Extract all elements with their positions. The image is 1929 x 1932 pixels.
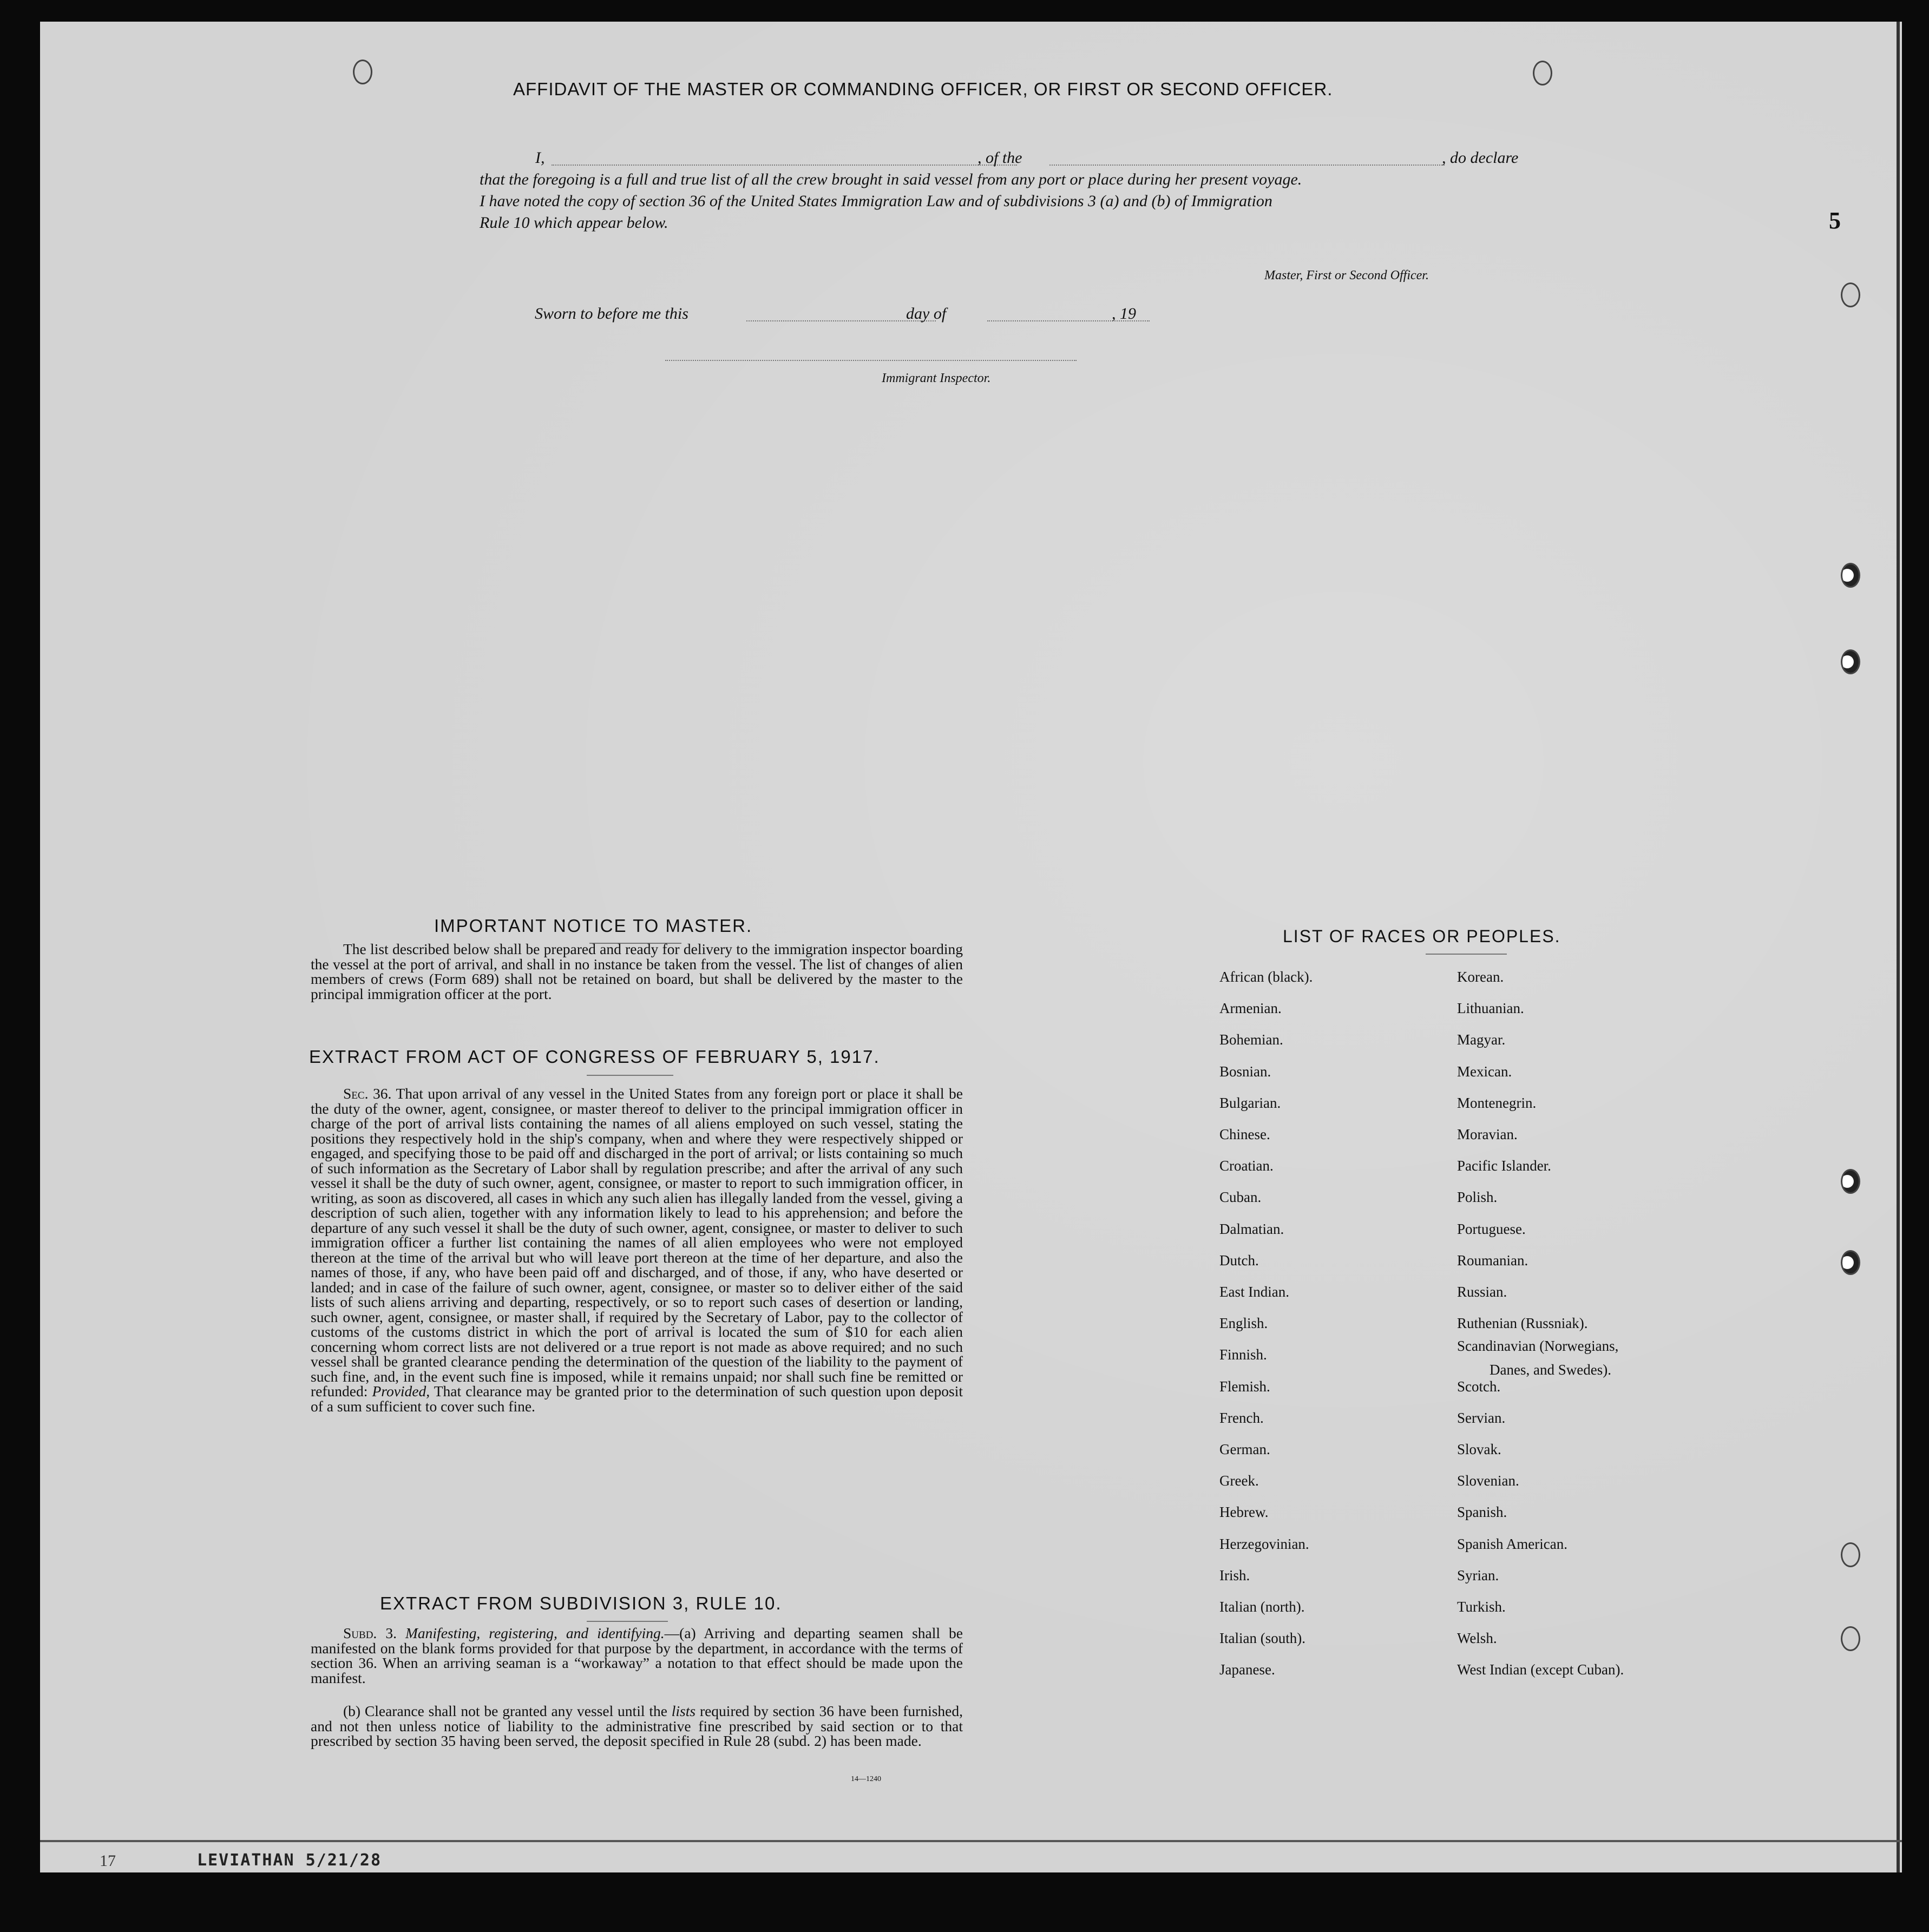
races-title-rule [1426, 954, 1507, 955]
punch-hole-top-left [353, 60, 372, 84]
punch-hole-right-4 [1841, 1169, 1860, 1194]
rule-title-rule [587, 1621, 668, 1622]
race-item: Scandinavian (Norwegians, [1457, 1338, 1619, 1355]
page-number: 5 [1829, 207, 1841, 234]
master-signature-label: Master, First or Second Officer. [1264, 268, 1429, 282]
race-item: Herzegovinian. [1219, 1535, 1309, 1552]
page-border-right [1897, 22, 1900, 1872]
inspector-label: Immigrant Inspector. [882, 371, 991, 385]
form-number: 14—1240 [851, 1775, 881, 1783]
race-item: African (black). [1219, 969, 1313, 985]
act-body-text: That upon arrival of any vessel in the United States from any foreign port or place it shall be the duty of the owner, agent, consignee, or master thereof to deliver to the principal immigration officer in charge of the port of arrival lists containing the names of all aliens employed on such vessel, stating the positions they respectively hold in the ship's company, when and where they were respectively shipped or engaged, and specifying those to be paid off and discharged in the port of arrival; or lists containing so much of such information as the Secretary of Labor shall by regulation prescribe; and after the arrival of any such vessel it shall be the duty of such owner, agent, consignee, or master to report to such immigration officer, in writing, as soon as discovered, all cases in which any such alien has illegally landed from the vessel, giving a description of such alien, together with any information likely to lead to his apprehension; and before the departure of any such vessel it shall be the duty of such owner, agent, consignee, or master to deliver to such immigration officer a further list containing the names of all alien employees who were not employed thereon at the time of the arrival but who will leave port thereon at the time of her departure, and also the names of those, if any, who have been paid off and discharged, and of those, if any, who have deserted or landed; and in case of the failure of such owner, agent, consignee, or master so to deliver either of the said lists of such aliens arriving and departing, respectively, or so to report such cases of desertion or landing, such owner, agent, consignee, or master shall, if required by the Secretary of Labor, pay to the collector of customs of the customs district in which the port of arrival is located the sum of $10 for each alien concerning whom correct lists are not delivered or a true report is not made as above required; and no such vessel shall be granted clearance pending the determination of the question of the liability to the payment of such fine, and, in the event such fine is imposed, while it remains unpaid; nor shall such fine be remitted or refunded: [311, 1085, 963, 1399]
race-item: Russian. [1457, 1284, 1507, 1300]
race-item: Armenian. [1219, 1000, 1282, 1017]
race-item: Croatian. [1219, 1158, 1274, 1174]
race-item: Bosnian. [1219, 1063, 1271, 1080]
race-item: Pacific Islander. [1457, 1158, 1551, 1174]
race-item: Servian. [1457, 1409, 1506, 1426]
affidavit-line1-do-declare: , do declare [1442, 149, 1519, 167]
act-title-rule [587, 1075, 673, 1076]
race-item: Slovak. [1457, 1441, 1501, 1457]
race-item: Danes, and Swedes). [1490, 1362, 1611, 1378]
inspector-signature-blank [665, 360, 1077, 361]
notice-title: IMPORTANT NOTICE TO MASTER. [434, 916, 753, 936]
notice-body: The list described below shall be prepared and ready for delivery to the immigration inspector boarding the vessel at the port of arrival, and shall in no instance be taken from the vessel. The list of changes of alien members of crews (Form 689) shall not be retained on board, but shall be delivered by the master to the principal immigration officer at the port. [311, 941, 963, 1002]
punch-hole-right-2 [1841, 563, 1860, 588]
punch-hole-top-center [1533, 61, 1552, 86]
act-body [311, 1086, 963, 1414]
race-item: Magyar. [1457, 1031, 1506, 1048]
page-border-bottom [40, 1840, 1902, 1842]
year-prefix: , 19 [1112, 305, 1136, 323]
race-item: Chinese. [1219, 1126, 1270, 1142]
race-item: French. [1219, 1409, 1264, 1426]
race-item: Roumanian. [1457, 1252, 1528, 1269]
race-item: Moravian. [1457, 1126, 1518, 1142]
rule-subd-label: Subd. 3. [343, 1625, 397, 1641]
race-item: Finnish. [1219, 1346, 1267, 1363]
rule-title: EXTRACT FROM SUBDIVISION 3, RULE 10. [380, 1593, 782, 1613]
rule-para-b [311, 1704, 963, 1749]
act-body-end: That clearance may be granted prior to the determination of such question upon deposit of a sum sufficient to cover such fine. [311, 1383, 963, 1415]
race-item: Italian (north). [1219, 1599, 1305, 1615]
race-item: German. [1219, 1441, 1270, 1457]
affidavit-line4: Rule 10 which appear below. [480, 214, 668, 232]
race-item: Mexican. [1457, 1063, 1512, 1080]
race-item: Bulgarian. [1219, 1094, 1281, 1111]
race-item: Turkish. [1457, 1599, 1506, 1615]
punch-hole-right-5 [1841, 1250, 1860, 1275]
rule-para-b-rest: required by section 36 have been furnished, and not then unless notice of liability to the administrative fine prescribed by said section or to that prescribed by section 35 having been served, the deposit specified in Rule 28 (subd. 2) has been made. [311, 1703, 963, 1749]
race-item: West Indian (except Cuban). [1457, 1661, 1624, 1678]
race-item: Bohemian. [1219, 1031, 1283, 1048]
rule-para-b-lists: lists [671, 1703, 696, 1719]
race-item: Dutch. [1219, 1252, 1259, 1269]
race-item: Korean. [1457, 969, 1504, 985]
rule-subd-heading: Manifesting, registering, and identifying. [405, 1625, 665, 1641]
rule-para-a-text: —(a) Arriving and departing seamen shall be manifested on the blank forms provided for that purpose by the department, in accordance with the terms of section 36. When an arriving seaman is a “workaway” a notation to that effect should be made upon the manifest. [311, 1625, 963, 1686]
race-item: Greek. [1219, 1473, 1259, 1489]
act-title: EXTRACT FROM ACT OF CONGRESS OF FEBRUARY 5, 1917. [309, 1047, 880, 1067]
race-item: Polish. [1457, 1189, 1498, 1206]
punch-hole-right-1 [1841, 282, 1860, 307]
master-name-blank [552, 165, 1017, 166]
race-item: English. [1219, 1315, 1268, 1332]
race-item: Portuguese. [1457, 1220, 1526, 1237]
race-item: Welsh. [1457, 1630, 1497, 1647]
race-item: Slovenian. [1457, 1473, 1519, 1489]
race-item: Japanese. [1219, 1661, 1275, 1678]
affidavit-line1-of-the: , of the [977, 149, 1022, 167]
race-item: Irish. [1219, 1567, 1250, 1583]
race-item: Flemish. [1219, 1378, 1270, 1395]
affidavit-title: AFFIDAVIT OF THE MASTER OR COMMANDING OFFICER, OR FIRST OR SECOND OFFICER. [513, 79, 1333, 99]
race-item: Lithuanian. [1457, 1000, 1524, 1017]
race-item: Scotch. [1457, 1378, 1501, 1395]
affidavit-line2: that the foregoing is a full and true list of all the crew brought in said vessel from any port or place during her present voyage. [480, 170, 1302, 188]
sworn-to-label: Sworn to before me this [535, 305, 688, 323]
affidavit-line1-i: I, [535, 149, 545, 167]
punch-hole-right-6 [1841, 1542, 1860, 1567]
footer-stamp: LEVIATHAN 5/21/28 [197, 1851, 382, 1870]
race-item: Hebrew. [1219, 1504, 1269, 1521]
vessel-name-blank [1049, 165, 1445, 166]
race-item: Spanish American. [1457, 1535, 1567, 1552]
race-item: Ruthenian (Russniak). [1457, 1315, 1588, 1332]
race-item: Syrian. [1457, 1567, 1499, 1583]
race-item: East Indian. [1219, 1284, 1289, 1300]
affidavit-line3: I have noted the copy of section 36 of the United States Immigration Law and of subdivisions 3 (a) and (b) of Immigration [480, 192, 1272, 210]
punch-hole-right-7 [1841, 1626, 1860, 1651]
act-section-label: Sec. 36. [343, 1085, 392, 1102]
races-title: LIST OF RACES OR PEOPLES. [1283, 926, 1561, 946]
rule-para-b-start: (b) Clearance shall not be granted any vessel until the [343, 1703, 667, 1719]
rule-para-a [311, 1626, 963, 1685]
race-item: Spanish. [1457, 1504, 1507, 1521]
race-item: Montenegrin. [1457, 1094, 1537, 1111]
document-page [40, 22, 1902, 1872]
race-item: Dalmatian. [1219, 1220, 1284, 1237]
race-item: Italian (south). [1219, 1630, 1305, 1647]
punch-hole-right-3 [1841, 649, 1860, 674]
margin-mark: 17 [100, 1852, 116, 1870]
race-item: Cuban. [1219, 1189, 1262, 1206]
act-provided: Provided, [372, 1383, 430, 1399]
day-of-label: day of [906, 305, 947, 323]
